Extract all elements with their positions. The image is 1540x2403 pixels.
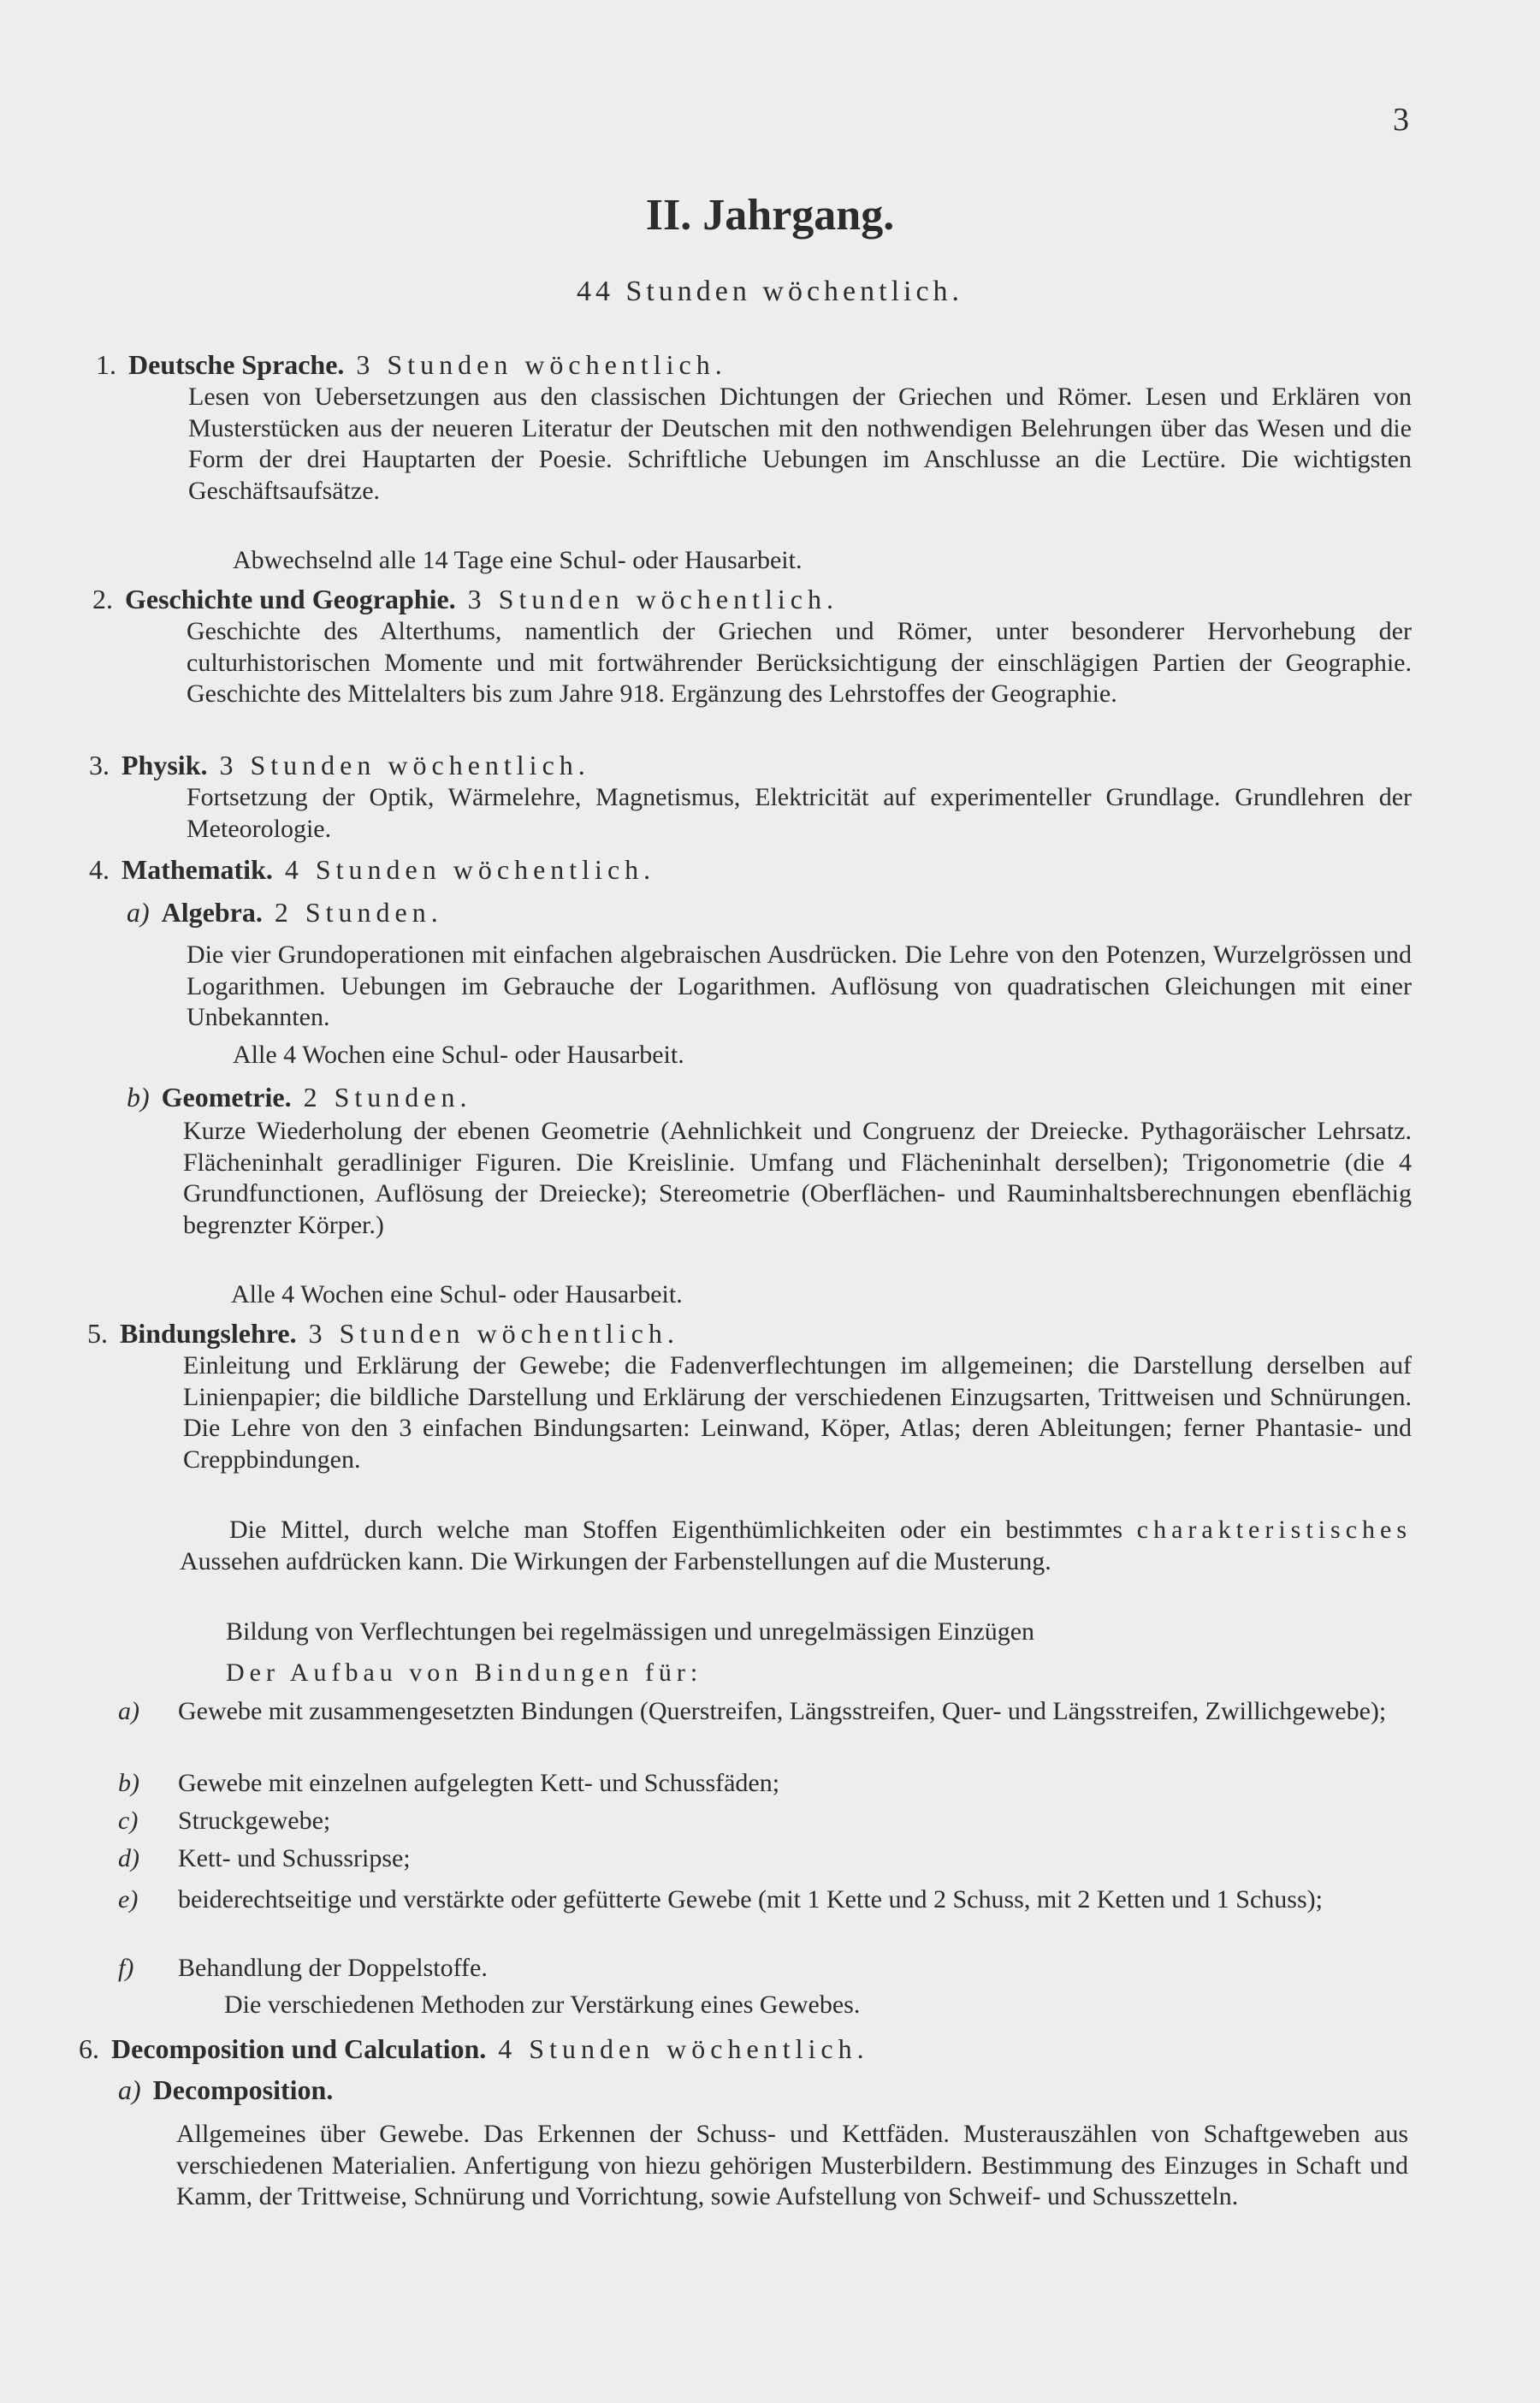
section-heading-bindungslehre — [87, 1318, 679, 1350]
subsection-label: a) — [127, 897, 150, 928]
subsection-title: Geometrie. — [161, 1082, 292, 1112]
list-item-text: Gewebe mit einzelnen aufgelegten Kett- und Schussfäden; — [178, 1769, 780, 1797]
list-item — [118, 1884, 1530, 1949]
list-item-label: b) — [118, 1769, 139, 1797]
subsection-label: b) — [127, 1082, 150, 1112]
section-heading-decomposition — [79, 2033, 869, 2065]
subsection-heading-decomposition — [118, 2074, 333, 2106]
section-hours: 3 Stunden wöchentlich. — [308, 1318, 679, 1349]
section-number: 4. — [89, 854, 110, 885]
section-hours: 4 Stunden wöchentlich. — [284, 854, 656, 885]
section-hours: 4 Stunden wöchentlich. — [498, 2033, 869, 2064]
subsection-text: Allgemeines über Gewebe. Das Erkennen der Schuss- und Kettfäden. Musterauszählen von Schaftgeweben aus verschiedenen Materialien. Anfertigung von hiezu gehörigen Musterbildern. Bestimmung des Einzuges in Schaft und Kamm, der Trittweise, Schnürung und Vorrichtung, sowie Aufstellung von Schweif- und Schusszetteln. — [176, 2120, 1408, 2210]
section-number: 2. — [92, 584, 113, 614]
section-title: Deutsche Sprache. — [128, 349, 345, 380]
list-item — [118, 1696, 1530, 1761]
subsection-text: Kurze Wiederholung der ebenen Geometrie (Aehnlichkeit und Congruenz der Dreiecke. Pythagoräischer Lehrsatz. Flächeninhalt geradliniger Figuren. Die Kreislinie. Umfang und Flächeninhalt derselben); Trigonometrie (die 4 Grundfunctionen, Auflösung der Dreiecke); Stereometrie (Oberflächen- und Rauminhaltsberechnungen ebenflächig begrenzter Körper.) — [183, 1117, 1412, 1239]
subsection-hours: 2 Stunden. — [274, 897, 443, 928]
list-item — [118, 1843, 1530, 1878]
section-text: Fortsetzung der Optik, Wärmelehre, Magnetismus, Elektricität auf experimenteller Grundlage. Grundlehren der Meteorologie. — [187, 783, 1412, 843]
subsection-heading-geometrie — [127, 1082, 471, 1113]
subsection-title: Decomposition. — [152, 2074, 334, 2105]
section-text: Einleitung und Erklärung der Gewebe; die Fadenverflechtungen im allgemeinen; die Darstellung derselben auf Linienpapier; die bildliche Darstellung und Erklärung der verschiedenen Einzugsarten, Trittweisen und Schnürungen. Die Lehre von den 3 einfachen Bindungsarten: Leinwand, Köper, Atlas; deren Ableitungen; ferner Phantasie- und Creppbindungen. — [183, 1351, 1412, 1474]
paragraph-text-start: Die Mittel, durch welche man Stoffen Eigenthümlichkeiten oder ein bestimmtes — [229, 1516, 1123, 1544]
section-text: Lesen von Uebersetzungen aus den classischen Dichtungen der Griechen und Römer. Lesen und Erklären von Musterstücken aus der neueren Literatur der Deutschen mit den nothwendigen Belehrungen über das Wesen und die Form der drei Hauptarten der Poesie. Schriftliche Uebungen im Anschlusse an die Lectüre. Die wichtigsten Geschäftsaufsätze. — [188, 383, 1412, 505]
list-item-text: Gewebe mit zusammengesetzten Bindungen (Querstreifen, Längsstreifen, Quer- und Längsstreifen, Zwillichgewebe); — [178, 1697, 1387, 1725]
subsection-label: a) — [118, 2074, 141, 2105]
section-heading-physik — [89, 750, 590, 781]
section-heading-geschichte — [92, 584, 838, 615]
paragraph-text-end: Aussehen aufdrücken kann. Die Wirkungen der Farbenstellungen auf die Musterung. — [180, 1546, 1051, 1575]
subsection-note: Alle 4 Wochen eine Schul- oder Hausarbeit. — [231, 1280, 683, 1308]
section-hours: 3 Stunden wöchentlich. — [219, 750, 590, 780]
section-heading-deutsche-sprache — [96, 349, 727, 381]
section-title: Mathematik. — [121, 854, 273, 885]
section-hours: 3 Stunden wöchentlich. — [356, 349, 727, 380]
section-note: Die verschiedenen Methoden zur Verstärkung eines Gewebes. — [224, 1991, 861, 2019]
list-item — [118, 1806, 1530, 1840]
list-item-text: beiderechtseitige und verstärkte oder gefütterte Gewebe (mit 1 Kette und 2 Schuss, mit 2 Ketten und 1 Schuss); — [178, 1885, 1323, 1914]
section-title: Bindungslehre. — [120, 1318, 297, 1349]
list-item-label: c) — [118, 1807, 139, 1835]
list-item-text: Struckgewebe; — [178, 1807, 331, 1835]
subsection-text: Die vier Grundoperationen mit einfachen algebraischen Ausdrücken. Die Lehre von den Potenzen, Wurzelgrössen und Logarithmen. Uebungen im Gebrauche der Logarithmen. Auflösung von quadratischen Gleichungen mit einer Unbekannten. — [187, 940, 1412, 1031]
list-item-label: d) — [118, 1844, 139, 1872]
list-item-label: e) — [118, 1885, 139, 1914]
section-paragraph-3: Bildung von Verflechtungen bei regelmässigen und unregelmässigen Einzügen — [226, 1617, 1035, 1646]
section-number: 3. — [89, 750, 110, 780]
section-text: Geschichte des Alterthums, namentlich der Griechen und Römer, unter besonderer Hervorhebung der culturhistorischen Momente und mit fortwährender Berücksichtigung der einschlägigen Partien der Geographie. Geschichte des Mittelalters bis zum Jahre 918. Ergänzung des Lehrstoffes der Geographie. — [187, 617, 1412, 708]
subsection-note: Alle 4 Wochen eine Schul- oder Hausarbeit. — [233, 1041, 684, 1069]
section-title: Physik. — [121, 750, 208, 780]
subsection-heading-algebra — [127, 897, 443, 929]
list-item-text: Behandlung der Doppelstoffe. — [178, 1954, 488, 1982]
list-item-text: Kett- und Schussripse; — [178, 1844, 411, 1872]
section-hours: 3 Stunden wöchentlich. — [467, 584, 838, 614]
section-number: 1. — [96, 349, 116, 380]
list-item-label: a) — [118, 1697, 139, 1725]
section-paragraph-2 — [180, 1515, 1412, 1577]
section-number: 5. — [87, 1318, 108, 1349]
page-number: 3 — [1393, 102, 1409, 138]
list-item — [118, 1768, 1530, 1802]
page-title: II. Jahrgang. — [645, 191, 895, 240]
subsection-hours: 2 Stunden. — [303, 1082, 472, 1112]
subsection-title: Algebra. — [161, 897, 263, 928]
list-item — [118, 1953, 1530, 1987]
page-subtitle: 44 Stunden wöchentlich. — [576, 276, 964, 307]
aufbau-heading: Der Aufbau von Bindungen für: — [226, 1658, 703, 1687]
section-note: Abwechselnd alle 14 Tage eine Schul- oder Hausarbeit. — [233, 546, 803, 574]
spaced-word: charakteristisches — [1136, 1516, 1413, 1544]
section-number: 6. — [79, 2033, 99, 2064]
section-title: Geschichte und Geographie. — [125, 584, 456, 614]
list-item-label: f) — [118, 1954, 134, 1982]
section-heading-mathematik — [89, 854, 655, 886]
section-title: Decomposition und Calculation. — [111, 2033, 487, 2064]
